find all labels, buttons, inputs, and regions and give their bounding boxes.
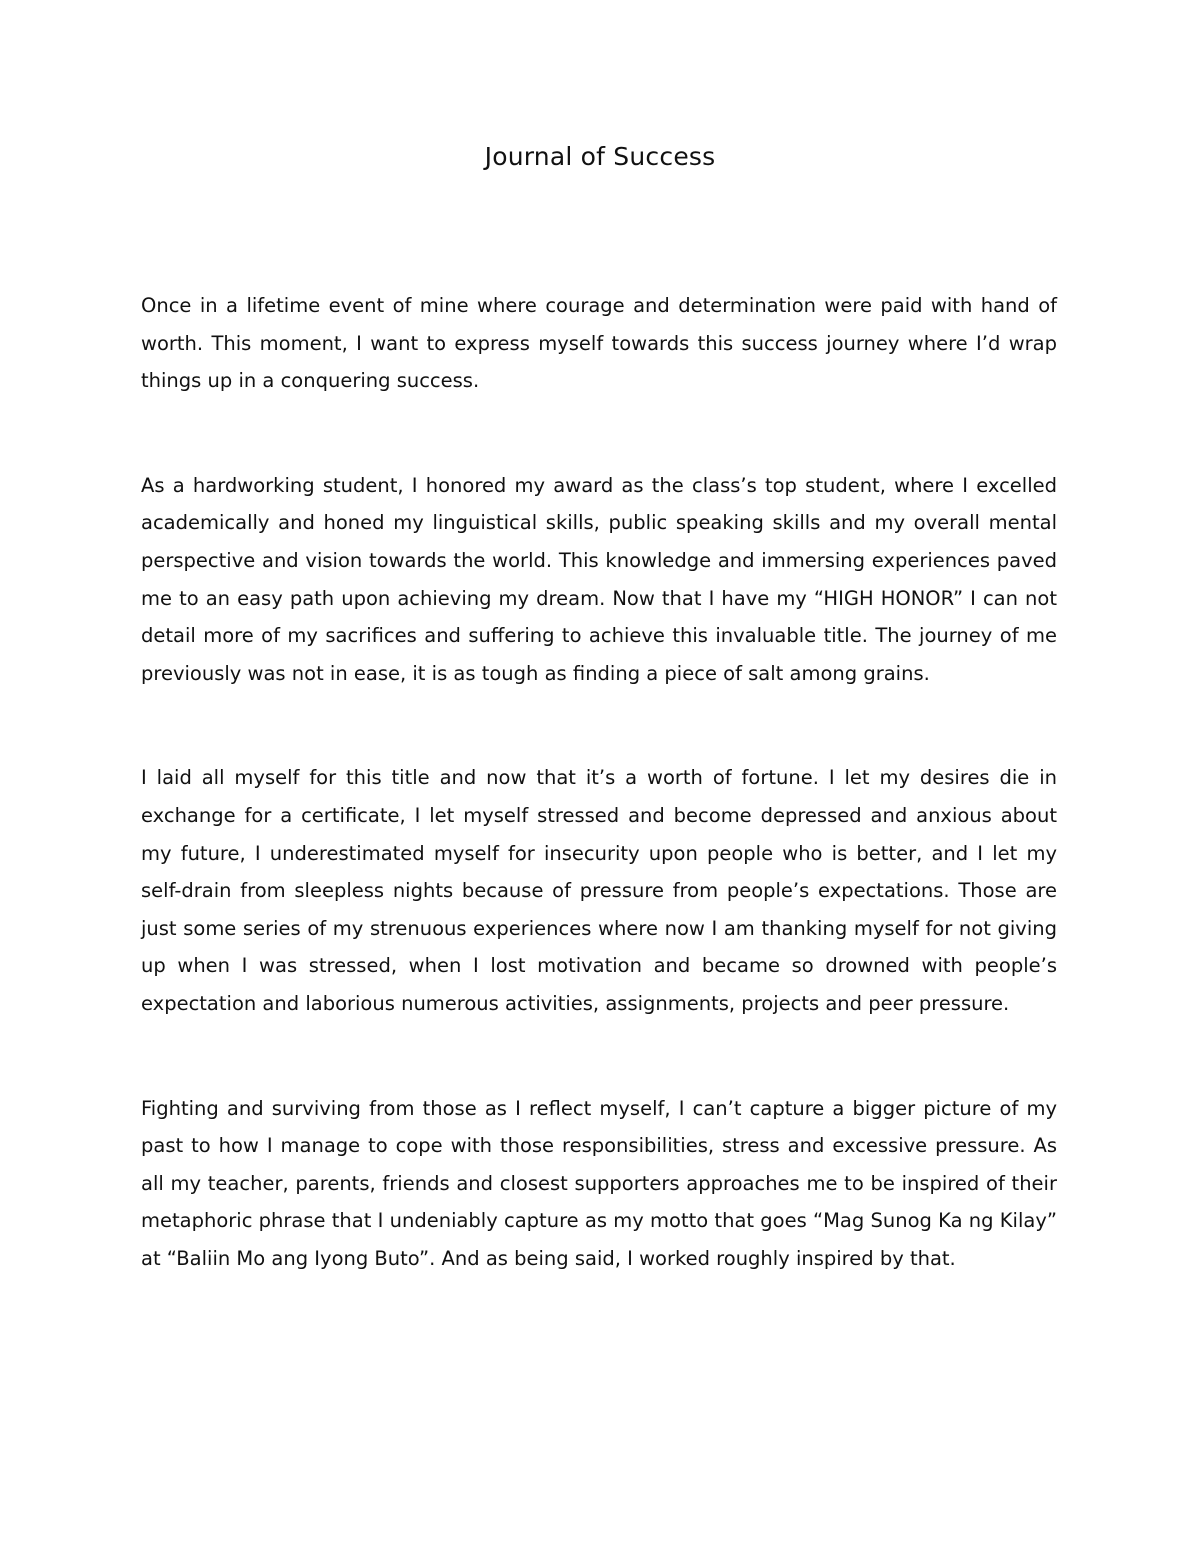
paragraph-2: As a hardworking student, I honored my award as the class’s top student, where I excelled academically and honed my linguistical skills, public speaking skills and my overall mental perspective and vision towards the world. This knowledge and immersing experiences paved me to an easy path upon achieving my dream. Now that I have my “HIGH HONOR” I can not detail more of my sacrifices and suffering to achieve this invaluable title. The journey of me previously was not in ease, it is as tough as finding a piece of salt among grains. bbox=[141, 473, 1057, 685]
paragraph-4: Fighting and surviving from those as I reflect myself, I can’t capture a bigger picture of my past to how I manage to cope with those responsibilities, stress and excessive pressure. As all my teacher, parents, friends and closest supporters approaches me to be inspired of their metaphoric phrase that I undeniably capture as my motto that goes “Mag Sunog Ka ng Kilay” at “Baliin Mo ang Iyong Buto”. And as being said, I worked roughly inspired by that. bbox=[141, 1096, 1057, 1270]
paragraph-3: I laid all myself for this title and now that it’s a worth of fortune. I let my desires die in exchange for a certificate, I let myself stressed and become depressed and anxious about my future, I underestimated myself for insecurity upon people who is better, and I let my self-drain from sleepless nights because of pressure from people’s expectations. Those are just some series of my strenuous experiences where now I am thanking myself for not giving up when I was stressed, when I lost motivation and became so drowned with people’s expectation and laborious numerous activities, assignments, projects and peer pressure. bbox=[141, 766, 1057, 1015]
document-body bbox=[141, 287, 1057, 1277]
document-title: Journal of Success bbox=[484, 142, 716, 171]
paragraph-1: Once in a lifetime event of mine where courage and determination were paid with hand of worth. This moment, I want to express myself towards this success journey where I’d wrap things up in a conquering success. bbox=[141, 294, 1057, 393]
